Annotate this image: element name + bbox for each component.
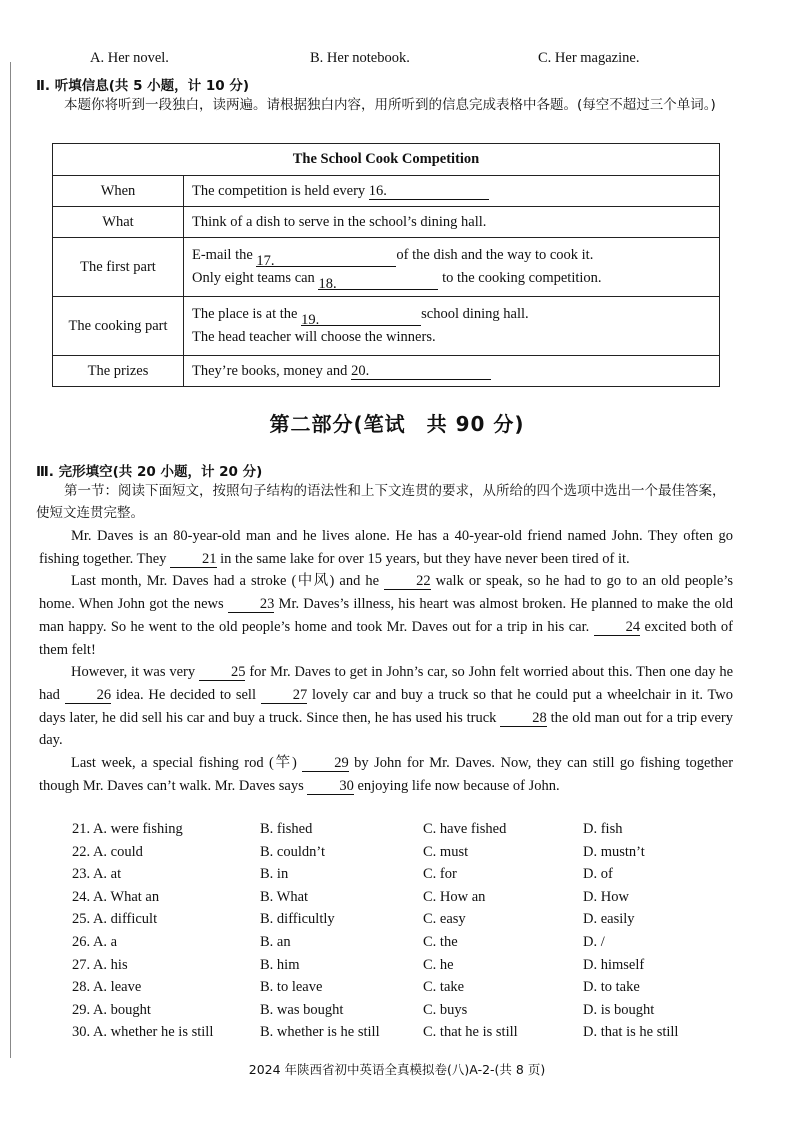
choice-row: [72, 979, 752, 1002]
choice-row: [72, 1024, 752, 1047]
table-row: [53, 207, 720, 238]
row-content: The place is at the 19. school dining hall. The head teacher will choose the winners.: [184, 297, 720, 356]
choice-c[interactable]: C. for: [423, 866, 457, 883]
table-title: The School Cook Competition: [53, 144, 720, 176]
choice-a[interactable]: 24. A. What an: [72, 888, 160, 905]
choice-b[interactable]: B. difficultly: [260, 911, 335, 928]
gap-26[interactable]: 26: [65, 687, 112, 704]
row-content: Think of a dish to serve in the school’s dining hall.: [184, 207, 720, 238]
choice-c[interactable]: C. take: [423, 979, 465, 996]
choice-b[interactable]: B. couldn’t: [260, 843, 325, 860]
blank-16[interactable]: 16.: [369, 183, 489, 200]
table-row: [53, 356, 720, 387]
row-label: The cooking part: [53, 297, 184, 356]
choice-row: [72, 866, 752, 889]
table-row: [53, 297, 720, 356]
choice-d[interactable]: D. himself: [583, 956, 645, 973]
choice-d[interactable]: D. /: [583, 933, 605, 950]
choice-c[interactable]: C. How an: [423, 888, 486, 905]
section-2-instruction: 本题你将听到一段独白，读两遍。请根据独白内容，用所听到的信息完成表格中各题。(每空不超过三个单词。): [64, 97, 716, 113]
gap-23[interactable]: 23: [228, 596, 275, 613]
table-row: [53, 238, 720, 297]
choice-b[interactable]: B. fished: [260, 821, 313, 837]
choice-a[interactable]: 27. A. his: [72, 956, 128, 973]
choice-c[interactable]: C. buys: [423, 1001, 468, 1018]
choice-a[interactable]: 25. A. difficult: [72, 911, 158, 928]
blank-18[interactable]: 18.: [318, 273, 438, 290]
choice-d[interactable]: D. to take: [583, 979, 640, 996]
gap-28[interactable]: 28: [500, 710, 547, 727]
gap-24[interactable]: 24: [594, 619, 641, 636]
choice-d[interactable]: D. easily: [583, 911, 635, 928]
paragraph: Last month, Mr. Daves had a stroke (中风) and he 22 walk or speak, so he had to go to an old people’s home. When John got the news 23 Mr. Daves’s illness, his heart was almost broken. He planned to make the old man happy. So he went to the old people’s home and took Mr. Daves out for a trip in his car. 24 excited both of them felt!: [39, 573, 734, 658]
gap-22[interactable]: 22: [384, 573, 431, 590]
choice-b[interactable]: B. to leave: [260, 979, 323, 996]
part-2-heading: 第二部分(笔试 共 90 分): [269, 412, 525, 436]
choice-a[interactable]: 30. A. whether he is still: [72, 1024, 214, 1041]
choice-b[interactable]: B. was bought: [260, 1001, 344, 1018]
choice-c[interactable]: C. have fished: [423, 821, 507, 837]
choice-d[interactable]: D. of: [583, 866, 613, 883]
table-row: [53, 176, 720, 207]
gap-21[interactable]: 21: [170, 551, 217, 568]
choice-d[interactable]: D. How: [583, 888, 629, 905]
choice-a[interactable]: 21. A. were fishing: [72, 821, 183, 837]
choice-d[interactable]: D. is bought: [583, 1001, 655, 1018]
row-content: E-mail the 17. of the dish and the way to cook it. Only eight teams can 18. to the cooking competition.: [184, 238, 720, 297]
option-b: B. Her notebook.: [310, 50, 410, 66]
page-footer: 2024 年陕西省初中英语全真模拟卷(八)A-2-(共 8 页): [248, 1062, 546, 1077]
row-label: What: [53, 207, 184, 238]
row-label: The prizes: [53, 356, 184, 387]
choice-b[interactable]: B. an: [260, 933, 291, 950]
section-3-title: Ⅲ. 完形填空(共 20 小题，计 20 分): [36, 464, 263, 480]
blank-17[interactable]: 17.: [256, 250, 396, 267]
choice-row: [72, 911, 752, 934]
previous-question-options: [90, 50, 730, 70]
paragraph: Mr. Daves is an 80-year-old man and he lives alone. He has a 40-year-old friend named John. They often go fishing together. They 21 in the same lake for over 15 years, but they have never been tired of it.: [39, 528, 733, 567]
choice-a[interactable]: 22. A. could: [72, 843, 143, 860]
choice-c[interactable]: C. easy: [423, 911, 466, 928]
choice-b[interactable]: B. whether is he still: [260, 1024, 380, 1041]
choice-a[interactable]: 29. A. bought: [72, 1001, 151, 1018]
cloze-passage: [39, 525, 733, 797]
section-3-instruction: 第一节：阅读下面短文，按照句子结构的语法性和上下文连贯的要求，从所给的四个选项中选出一个最佳答案，使短文连贯完整。: [36, 483, 726, 521]
row-content: They’re books, money and 20.: [184, 356, 720, 387]
choice-d[interactable]: D. mustn’t: [583, 843, 645, 860]
answer-choices: [72, 821, 752, 1047]
choice-row: [72, 844, 752, 867]
choice-b[interactable]: B. him: [260, 956, 300, 973]
paragraph: However, it was very 25 for Mr. Daves to get in John’s car, so John felt worried about this. Then one day he had 26 idea. He decided to sell 27 lovely car and buy a truck so that he could put a wheelchair in it. Two days later, he did sell his car and buy a truck. Since then, he has used his truck 28 the old man out for a trip every day.: [39, 664, 734, 749]
section-2-title: Ⅱ. 听填信息(共 5 小题，计 10 分): [36, 78, 250, 94]
choice-c[interactable]: C. the: [423, 933, 458, 950]
choice-row: [72, 957, 752, 980]
choice-c[interactable]: C. he: [423, 956, 454, 973]
blank-20[interactable]: 20.: [351, 363, 491, 380]
gap-25[interactable]: 25: [199, 664, 246, 681]
choice-c[interactable]: C. that he is still: [423, 1024, 518, 1041]
blank-19[interactable]: 19.: [301, 309, 421, 326]
choice-a[interactable]: 28. A. leave: [72, 979, 142, 996]
row-label: When: [53, 176, 184, 207]
cook-competition-table: [52, 143, 720, 387]
row-content: The competition is held every 16.: [184, 176, 720, 207]
choice-d[interactable]: D. fish: [583, 821, 623, 837]
gap-29[interactable]: 29: [302, 755, 349, 772]
option-a: A. Her novel.: [90, 50, 169, 66]
choice-a[interactable]: 26. A. a: [72, 933, 118, 950]
row-label: The first part: [53, 238, 184, 297]
margin-line: [10, 62, 11, 1058]
choice-a[interactable]: 23. A. at: [72, 866, 122, 883]
choice-b[interactable]: B. in: [260, 866, 289, 883]
choice-row: [72, 821, 752, 844]
choice-row: [72, 1002, 752, 1025]
choice-row: [72, 889, 752, 912]
gap-27[interactable]: 27: [261, 687, 308, 704]
choice-d[interactable]: D. that is he still: [583, 1024, 679, 1041]
option-c: C. Her magazine.: [538, 50, 640, 66]
paragraph: Last week, a special fishing rod (竿) 29 by John for Mr. Daves. Now, they can still go fishing together though Mr. Daves can’t walk. Mr. Daves says 30 enjoying life now because of John.: [39, 755, 734, 794]
choice-b[interactable]: B. What: [260, 888, 309, 905]
choice-row: [72, 934, 752, 957]
choice-c[interactable]: C. must: [423, 843, 469, 860]
gap-30[interactable]: 30: [307, 778, 354, 795]
